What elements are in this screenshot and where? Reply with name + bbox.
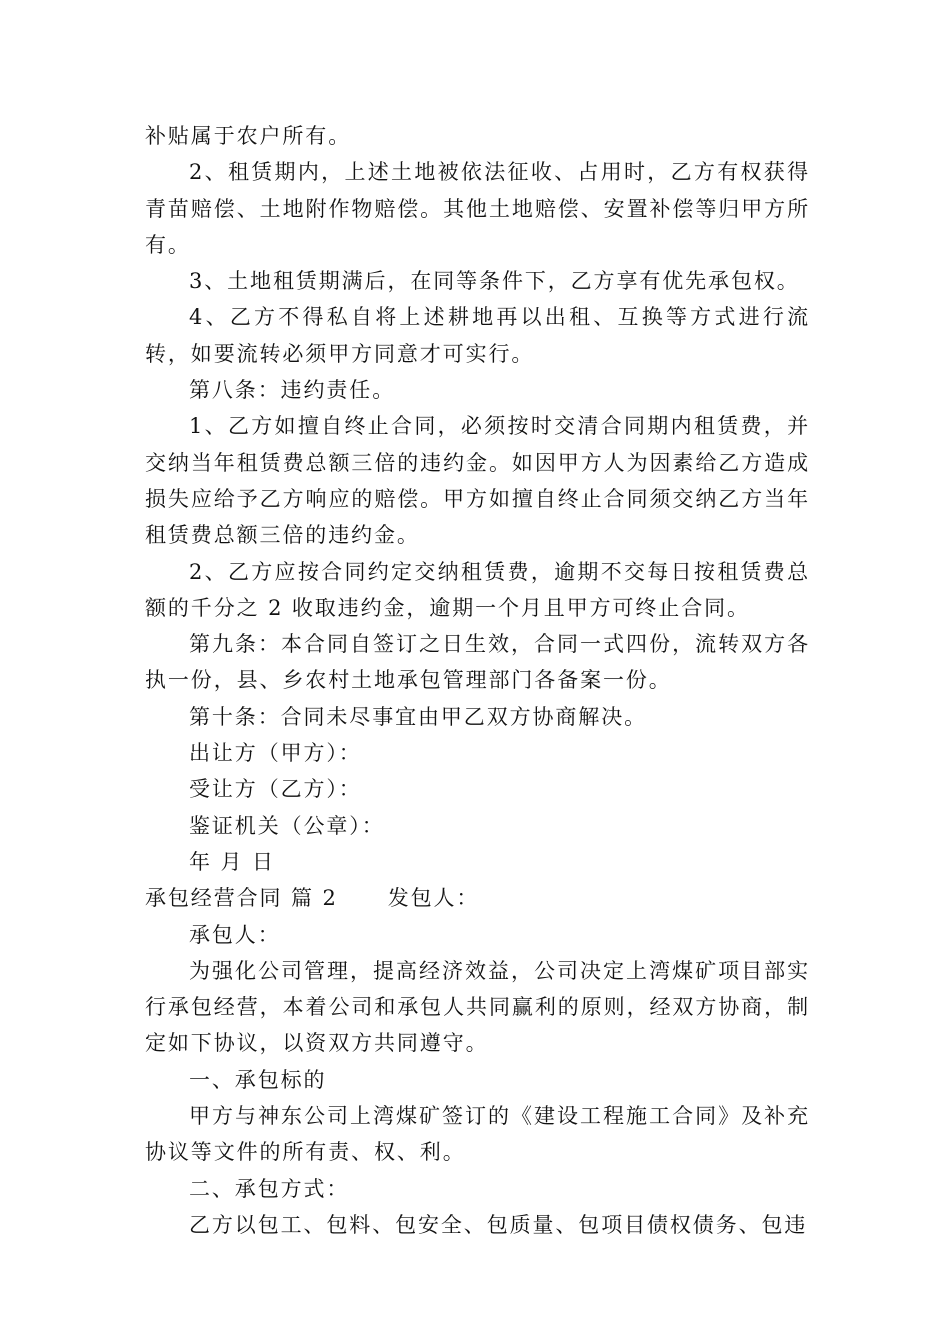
paragraph: 补贴属于农户所有。: [145, 124, 352, 148]
contract-clauses: [145, 118, 810, 880]
section-title-line: [145, 880, 810, 916]
paragraph: 鉴证机关（公章）：: [189, 813, 385, 838]
section-title: 承包经营合同 篇 2: [145, 886, 338, 911]
paragraph: 为强化公司管理，提高经济效益，公司决定上湾煤矿项目部实行承包经营，本着公司和承包人共同赢利的原则，经双方协商，制定如下协议，以资双方共同遵守。: [145, 958, 810, 1056]
paragraph: 4、乙方不得私自将上述耕地再以出租、互换等方式进行流转，如要流转必须甲方同意才可实行。: [145, 305, 810, 366]
paragraph: 甲方与神东公司上湾煤矿签订的《建设工程施工合同》及补充协议等文件的所有责、权、利。: [145, 1104, 810, 1165]
paragraph: 二、承包方式：: [189, 1176, 350, 1201]
paragraph: 2、租赁期内，上述土地被依法征收、占用时，乙方有权获得青苗赔偿、土地附作物赔偿。其他土地赔偿、安置补偿等归甲方所有。: [145, 160, 810, 257]
paragraph: 乙方以包工、包料、包安全、包质量、包项目债权债务、包违: [189, 1212, 808, 1237]
paragraph: 1、乙方如擅自终止合同，必须按时交清合同期内租赁费，并交纳当年租赁费总额三倍的违约金。如因甲方人为因素给乙方造成损失应给予乙方响应的赔偿。甲方如擅自终止合同须交纳乙方当年租赁费总额三倍的违约金。: [145, 414, 810, 548]
paragraph: 第九条：本合同自签订之日生效，合同一式四份，流转双方各执一份，县、乡农村土地承包管理部门各备案一份。: [145, 632, 810, 693]
paragraph: 2、乙方应按合同约定交纳租赁费，逾期不交每日按租赁费总额的千分之 2 收取违约金，逾期一个月且甲方可终止合同。: [145, 559, 810, 620]
paragraph: 承包人：: [189, 922, 281, 947]
employer-label: 发包人：: [387, 886, 480, 911]
document-body: [145, 118, 810, 1243]
paragraph: 3、土地租赁期满后，在同等条件下，乙方享有优先承包权。: [189, 269, 800, 294]
paragraph: 出让方（甲方）：: [189, 741, 362, 766]
paragraph: 一、承包标的: [189, 1067, 327, 1092]
paragraph: 第十条：合同未尽事宜由甲乙双方协商解决。: [189, 704, 647, 729]
paragraph: 年 月 日: [189, 849, 275, 874]
contract-body: [145, 917, 810, 1244]
paragraph: 受让方（乙方）：: [189, 777, 362, 802]
paragraph: 第八条：违约责任。: [189, 378, 396, 403]
